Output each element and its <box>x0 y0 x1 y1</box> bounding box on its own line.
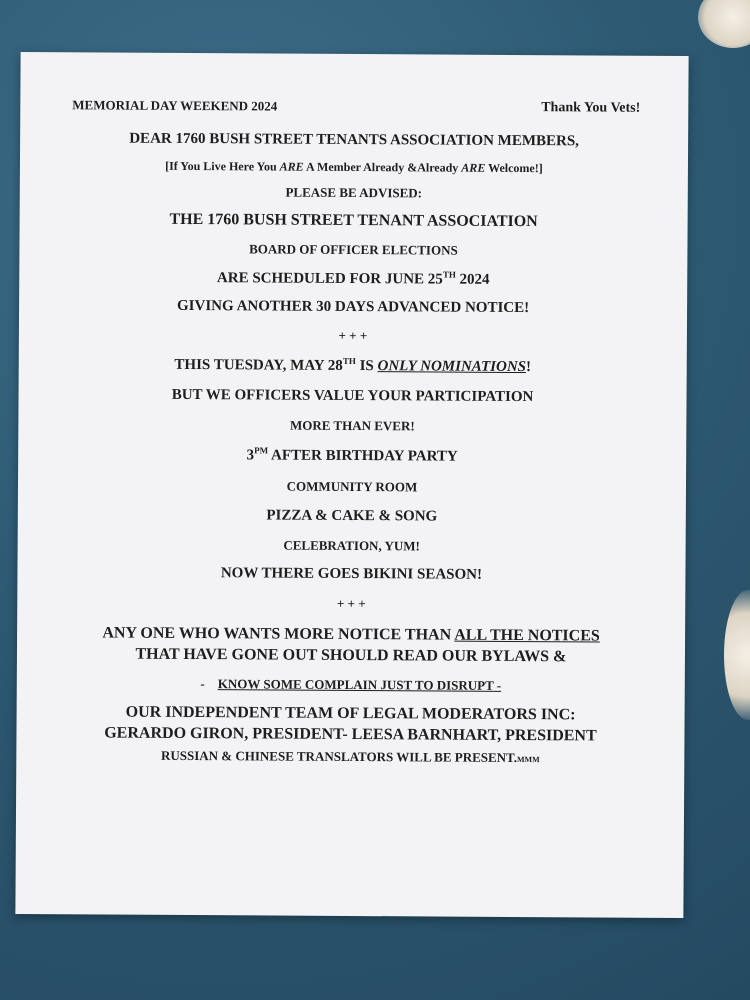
background-fleck <box>698 0 750 48</box>
more-than-ever-line: MORE THAN EVER! <box>289 417 415 434</box>
board-line: BOARD OF OFFICER ELECTIONS <box>249 241 458 258</box>
background-fleck <box>724 590 750 720</box>
translators-line: RUSSIAN & CHINESE TRANSLATORS WILL BE PRESENT.MMM <box>160 747 540 766</box>
celebration-line: CELEBRATION, YUM! <box>283 537 420 554</box>
header-thanks: Thank You Vets! <box>541 100 641 116</box>
team-line: OUR INDEPENDENT TEAM OF LEGAL MODERATORS INC: <box>125 703 576 724</box>
greeting-line: DEAR 1760 BUSH STREET TENANTS ASSOCIATION MEMBERS, <box>129 130 579 150</box>
room-line: COMMUNITY ROOM <box>286 478 418 495</box>
separator: + + + <box>336 595 366 612</box>
presidents-line: GERARDO GIRON, PRESIDENT- LEESA BARNHART, PRESIDENT <box>104 724 597 745</box>
flyer-header <box>20 97 688 116</box>
participation-line: BUT WE OFFICERS VALUE YOUR PARTICIPATION <box>171 386 534 406</box>
scheduled-line: ARE SCHEDULED FOR JUNE 25TH 2024 <box>216 269 490 288</box>
complain-line: - KNOW SOME COMPLAIN JUST TO DISRUPT - <box>200 676 502 693</box>
advised-line: PLEASE BE ADVISED: <box>285 184 423 201</box>
bikini-line: NOW THERE GOES BIKINI SEASON! <box>220 565 483 583</box>
member-note-line: [If You Live Here You ARE A Member Already &Already ARE Welcome!] <box>165 158 543 176</box>
header-date: MEMORIAL DAY WEEKEND 2024 <box>72 97 278 114</box>
time-line: $3^{PM}$ AFTER BIRTHDAY PARTY <box>246 445 458 465</box>
bylaws-line: THAT HAVE GONE OUT SHOULD READ OUR BYLAWS & <box>135 645 567 666</box>
separator: + + + <box>338 327 368 344</box>
anyone-line: ANY ONE WHO WANTS MORE NOTICE THAN ALL THE NOTICES <box>102 624 600 645</box>
flyer-sheet <box>15 52 688 918</box>
tuesday-line: THIS TUESDAY, MAY 28TH IS ONLY NOMINATIONS! <box>174 355 532 376</box>
pizza-line: PIZZA & CAKE & SONG <box>266 507 438 525</box>
initials: MMM <box>516 755 540 765</box>
association-line: THE 1760 BUSH STREET TENANT ASSOCIATION <box>169 210 538 231</box>
flyer-body <box>22 130 682 767</box>
notice-line: GIVING ANOTHER 30 DAYS ADVANCED NOTICE! <box>176 297 530 317</box>
